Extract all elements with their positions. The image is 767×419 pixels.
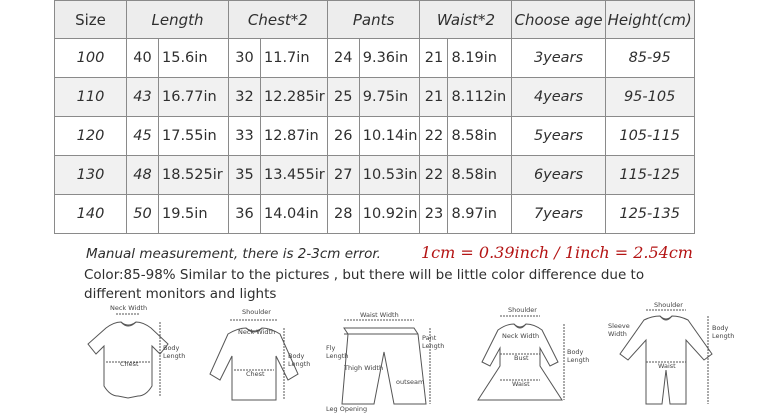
color-disclaimer-line1: Color:85-98% Similar to the pictures , but there will be little color difference due to bbox=[84, 267, 645, 283]
measurement-diagrams bbox=[60, 300, 760, 414]
pants-in-cell: 9.36in bbox=[359, 39, 420, 78]
chest-cm-cell: 32 bbox=[229, 78, 261, 117]
romper-icon bbox=[588, 300, 738, 414]
pants-pant-length-label: Length bbox=[422, 342, 445, 350]
measurement-error-note: Manual measurement, there is 2-3cm error. bbox=[86, 246, 381, 262]
age-cell: 3years bbox=[512, 39, 605, 78]
romper-sleeve-width-label: Width bbox=[608, 330, 627, 338]
length-in-cell: 15.6in bbox=[159, 39, 229, 78]
bodysuit-diagram bbox=[66, 300, 192, 414]
age-cell: 5years bbox=[512, 117, 605, 156]
table-row bbox=[55, 39, 695, 78]
bodysuit-icon bbox=[66, 300, 192, 414]
header-waist: Waist*2 bbox=[420, 1, 512, 39]
pants-diagram bbox=[322, 300, 448, 414]
header-height: Height(cm) bbox=[605, 1, 694, 39]
pants-cm-cell: 24 bbox=[327, 39, 359, 78]
bodysuit-neck-label: Neck Width bbox=[110, 304, 148, 312]
age-cell: 6years bbox=[512, 156, 605, 195]
pants-cm-cell: 28 bbox=[327, 195, 359, 234]
length-in-cell: 17.55in bbox=[159, 117, 229, 156]
length-in-cell: 19.5in bbox=[159, 195, 229, 234]
chest-cm-cell: 30 bbox=[229, 39, 261, 78]
header-length: Length bbox=[127, 1, 229, 39]
bodysuit-length-label: Length bbox=[163, 352, 186, 360]
pants-cm-cell: 27 bbox=[327, 156, 359, 195]
header-age: Choose age bbox=[512, 1, 605, 39]
waist-in-cell: 8.19in bbox=[448, 39, 512, 78]
length-cm-cell: 40 bbox=[127, 39, 159, 78]
chest-in-cell: 11.7in bbox=[261, 39, 328, 78]
size-cell: 130 bbox=[55, 156, 127, 195]
length-cm-cell: 45 bbox=[127, 117, 159, 156]
bodysuit-chest-label: Chest bbox=[120, 360, 139, 368]
age-cell: 4years bbox=[512, 78, 605, 117]
waist-in-cell: 8.58in bbox=[448, 117, 512, 156]
pants-thigh-label: Thigh Width bbox=[344, 364, 384, 372]
pants-pant-label: Pant bbox=[422, 334, 437, 342]
dress-neck-label: Neck Width bbox=[502, 332, 540, 340]
dress-waist-label: Waist bbox=[512, 380, 530, 388]
length-in-cell: 16.77in bbox=[159, 78, 229, 117]
height-cell: 95-105 bbox=[605, 78, 694, 117]
pants-icon bbox=[322, 300, 448, 414]
dress-length-label: Length bbox=[567, 356, 590, 364]
pants-waist-label: Waist Width bbox=[360, 311, 399, 319]
pants-in-cell: 9.75in bbox=[359, 78, 420, 117]
chest-in-cell: 12.285ir bbox=[261, 78, 328, 117]
dress-icon bbox=[454, 300, 590, 414]
top-shoulder-label: Shoulder bbox=[242, 308, 271, 316]
romper-sleeve-label: Sleeve bbox=[608, 322, 630, 330]
size-cell: 140 bbox=[55, 195, 127, 234]
chest-in-cell: 14.04in bbox=[261, 195, 328, 234]
size-cell: 120 bbox=[55, 117, 127, 156]
waist-cm-cell: 22 bbox=[420, 156, 448, 195]
romper-waist-label: Waist bbox=[658, 362, 676, 370]
waist-in-cell: 8.112in bbox=[448, 78, 512, 117]
size-cell: 110 bbox=[55, 78, 127, 117]
length-cm-cell: 48 bbox=[127, 156, 159, 195]
chest-in-cell: 12.87in bbox=[261, 117, 328, 156]
pants-outseam-label: outseam bbox=[396, 378, 425, 386]
top-body-label: Body bbox=[288, 352, 305, 360]
length-cm-cell: 43 bbox=[127, 78, 159, 117]
top-diagram bbox=[198, 300, 316, 414]
pants-in-cell: 10.53in bbox=[359, 156, 420, 195]
dress-body-label: Body bbox=[567, 348, 584, 356]
length-cm-cell: 50 bbox=[127, 195, 159, 234]
height-cell: 105-115 bbox=[605, 117, 694, 156]
dress-shoulder-label: Shoulder bbox=[508, 306, 537, 314]
age-cell: 7years bbox=[512, 195, 605, 234]
table-row bbox=[55, 78, 695, 117]
waist-in-cell: 8.97in bbox=[448, 195, 512, 234]
chest-cm-cell: 35 bbox=[229, 156, 261, 195]
header-size: Size bbox=[55, 1, 127, 39]
table-row bbox=[55, 156, 695, 195]
romper-shoulder-label: Shoulder bbox=[654, 301, 683, 309]
table-row bbox=[55, 195, 695, 234]
pants-fly-length-label: Length bbox=[326, 352, 349, 360]
header-chest: Chest*2 bbox=[229, 1, 328, 39]
color-disclaimer-line2: different monitors and lights bbox=[84, 286, 277, 302]
chest-in-cell: 13.455ir bbox=[261, 156, 328, 195]
bodysuit-body-label: Body bbox=[163, 344, 180, 352]
top-neck-label: Neck Width bbox=[238, 328, 276, 336]
pants-fly-label: Fly bbox=[326, 344, 336, 352]
pants-in-cell: 10.92in bbox=[359, 195, 420, 234]
waist-cm-cell: 22 bbox=[420, 117, 448, 156]
waist-cm-cell: 21 bbox=[420, 39, 448, 78]
dress-diagram bbox=[454, 300, 590, 414]
chest-cm-cell: 33 bbox=[229, 117, 261, 156]
pants-cm-cell: 25 bbox=[327, 78, 359, 117]
waist-in-cell: 8.58in bbox=[448, 156, 512, 195]
dress-bust-label: Bust bbox=[514, 354, 529, 362]
size-cell: 100 bbox=[55, 39, 127, 78]
height-cell: 85-95 bbox=[605, 39, 694, 78]
table-row bbox=[55, 117, 695, 156]
top-length-label: Length bbox=[288, 360, 311, 368]
pants-in-cell: 10.14in bbox=[359, 117, 420, 156]
height-cell: 125-135 bbox=[605, 195, 694, 234]
waist-cm-cell: 21 bbox=[420, 78, 448, 117]
unit-conversion-note: 1cm = 0.39inch / 1inch = 2.54cm bbox=[421, 243, 693, 262]
length-in-cell: 18.525ir bbox=[159, 156, 229, 195]
size-chart-table bbox=[54, 0, 695, 234]
romper-length-label: Length bbox=[712, 332, 735, 340]
pants-leg-label: Leg Opening bbox=[326, 405, 368, 413]
top-chest-label: Chest bbox=[246, 370, 265, 378]
height-cell: 115-125 bbox=[605, 156, 694, 195]
romper-body-label: Body bbox=[712, 324, 729, 332]
romper-diagram bbox=[588, 300, 738, 414]
header-pants: Pants bbox=[327, 1, 420, 39]
chest-cm-cell: 36 bbox=[229, 195, 261, 234]
pants-cm-cell: 26 bbox=[327, 117, 359, 156]
table-header-row bbox=[55, 1, 695, 39]
waist-cm-cell: 23 bbox=[420, 195, 448, 234]
top-shirt-icon bbox=[198, 300, 316, 414]
